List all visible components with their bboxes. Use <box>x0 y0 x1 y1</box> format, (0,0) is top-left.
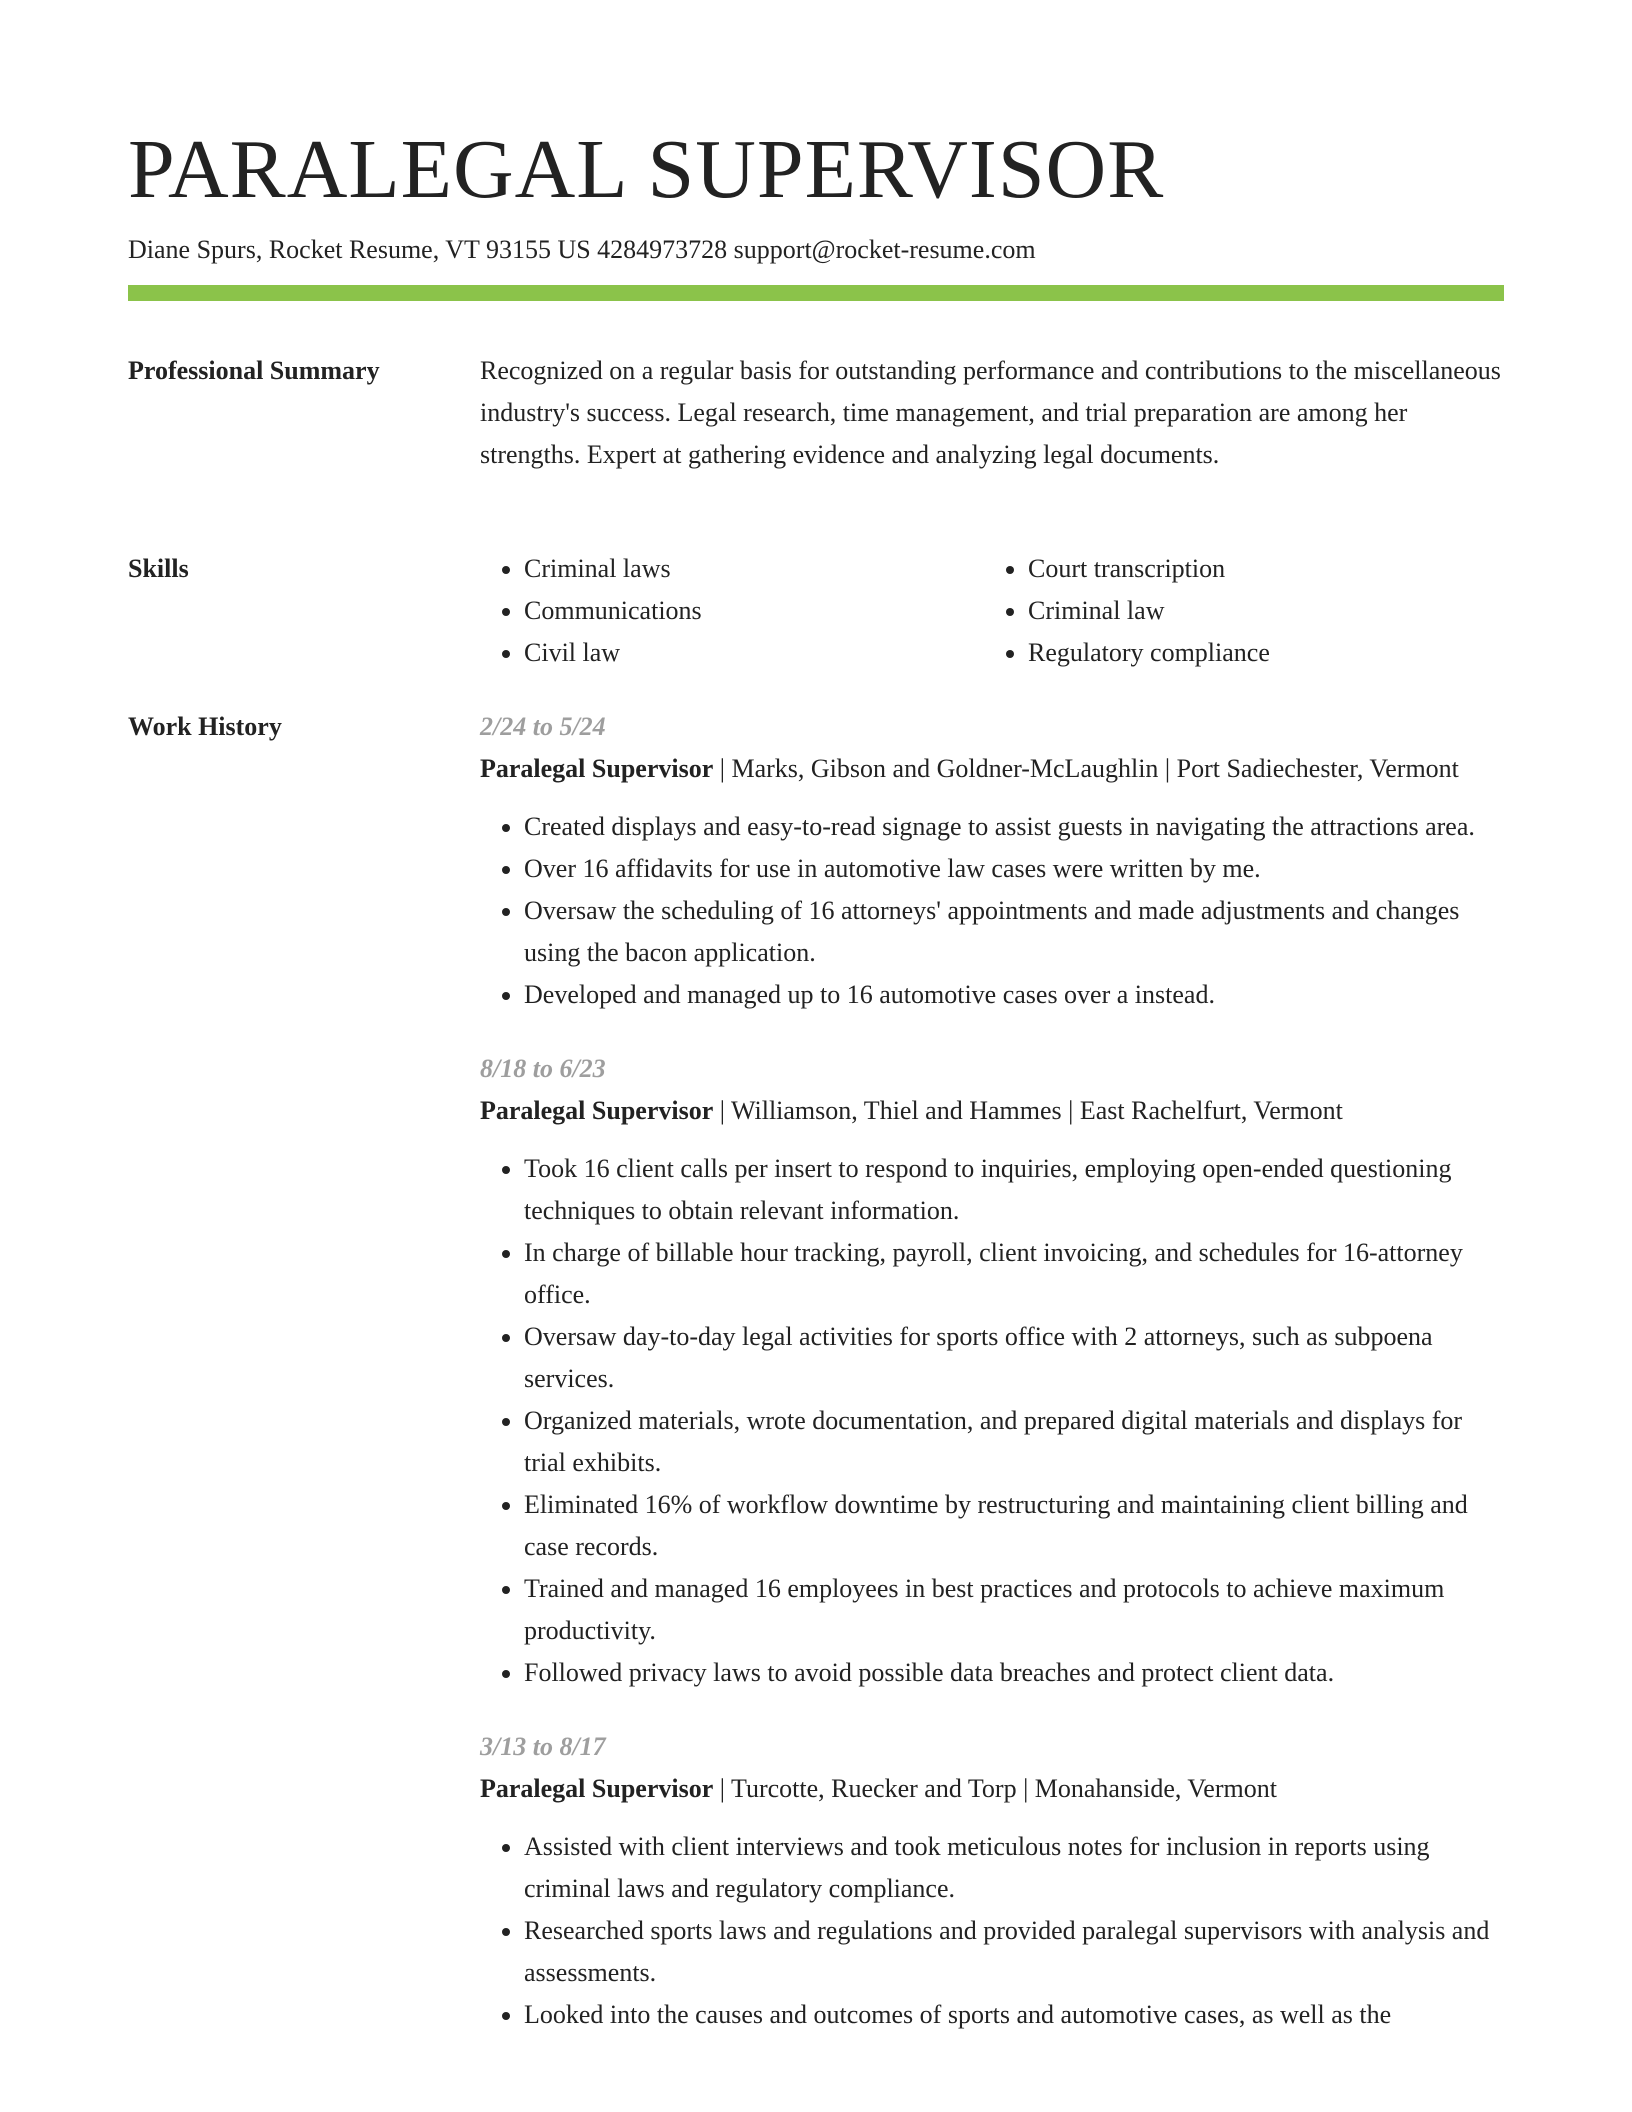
skill-item: • Criminal laws <box>524 548 984 590</box>
job-bullet: • Developed and managed up to 16 automotive cases over a instead. <box>524 974 1504 1016</box>
skills-label: Skills <box>128 554 189 583</box>
job-employer: | Williamson, Thiel and Hammes | East Rachelfurt, Vermont <box>713 1096 1343 1125</box>
job-heading <box>480 748 1504 790</box>
job-bullets <box>480 1148 1504 1694</box>
header-divider <box>128 285 1504 301</box>
job-entry <box>480 1048 1504 1694</box>
job-heading <box>480 1768 1504 1810</box>
job-title: Paralegal Supervisor <box>480 1774 714 1803</box>
job-heading <box>480 1090 1504 1132</box>
resume-title: PARALEGAL SUPERVISOR <box>128 123 1165 216</box>
skills-column-2 <box>984 548 1488 674</box>
skill-item: • Court transcription <box>1028 548 1488 590</box>
job-dates: 2/24 to 5/24 <box>480 712 606 741</box>
work-history-label: Work History <box>128 712 282 741</box>
job-bullets <box>480 1826 1504 2036</box>
job-bullet: • Trained and managed 16 employees in best practices and protocols to achieve maximum productivity. <box>524 1568 1504 1652</box>
skills-body <box>480 548 1504 674</box>
skills-grid <box>480 548 1504 674</box>
job-employer: | Marks, Gibson and Goldner-McLaughlin | Port Sadiechester, Vermont <box>713 754 1459 783</box>
job-bullet: • Organized materials, wrote documentation, and prepared digital materials and displays for trial exhibits. <box>524 1400 1504 1484</box>
skill-item: • Communications <box>524 590 984 632</box>
job-bullet: • Assisted with client interviews and took meticulous notes for inclusion in reports using criminal laws and regulatory compliance. <box>524 1826 1504 1910</box>
job-entry <box>480 1726 1504 2036</box>
job-bullet: • Over 16 affidavits for use in automotive law cases were written by me. <box>524 848 1504 890</box>
job-dates: 3/13 to 8/17 <box>480 1732 606 1761</box>
job-employer: | Turcotte, Ruecker and Torp | Monahanside, Vermont <box>713 1774 1277 1803</box>
job-bullet: • Took 16 client calls per insert to respond to inquiries, employing open-ended questioning techniques to obtain relevant information. <box>524 1148 1504 1232</box>
job-title: Paralegal Supervisor <box>480 1096 714 1125</box>
job-bullet: • Looked into the causes and outcomes of sports and automotive cases, as well as the <box>524 1994 1504 2036</box>
job-bullet: • Oversaw the scheduling of 16 attorneys' appointments and made adjustments and changes using the bacon application. <box>524 890 1504 974</box>
skill-item: • Regulatory compliance <box>1028 632 1488 674</box>
job-dates: 8/18 to 6/23 <box>480 1054 606 1083</box>
work-history-body <box>480 706 1504 2068</box>
job-bullet: • Eliminated 16% of workflow downtime by restructuring and maintaining client billing and case records. <box>524 1484 1504 1568</box>
skills-column-1 <box>480 548 984 674</box>
job-bullet: • Followed privacy laws to avoid possible data breaches and protect client data. <box>524 1652 1504 1694</box>
skill-item: • Civil law <box>524 632 984 674</box>
skill-item: • Criminal law <box>1028 590 1488 632</box>
job-title: Paralegal Supervisor <box>480 754 714 783</box>
contact-line: Diane Spurs, Rocket Resume, VT 93155 US 4284973728 support@rocket-resume.com <box>128 235 1036 264</box>
summary-body <box>480 350 1504 476</box>
job-bullets <box>480 806 1504 1016</box>
summary-text: Recognized on a regular basis for outstanding performance and contributions to the miscellaneous industry's success. Legal research, time management, and trial preparation are among her strengths. Expert at gathering evidence and analyzing legal documents. <box>480 356 1501 469</box>
job-bullet: • In charge of billable hour tracking, payroll, client invoicing, and schedules for 16-attorney office. <box>524 1232 1504 1316</box>
job-bullet: • Created displays and easy-to-read signage to assist guests in navigating the attractions area. <box>524 806 1504 848</box>
job-entry <box>480 706 1504 1016</box>
job-bullet: • Oversaw day-to-day legal activities for sports office with 2 attorneys, such as subpoena services. <box>524 1316 1504 1400</box>
job-bullet: • Researched sports laws and regulations and provided paralegal supervisors with analysis and assessments. <box>524 1910 1504 1994</box>
summary-label: Professional Summary <box>128 356 380 385</box>
